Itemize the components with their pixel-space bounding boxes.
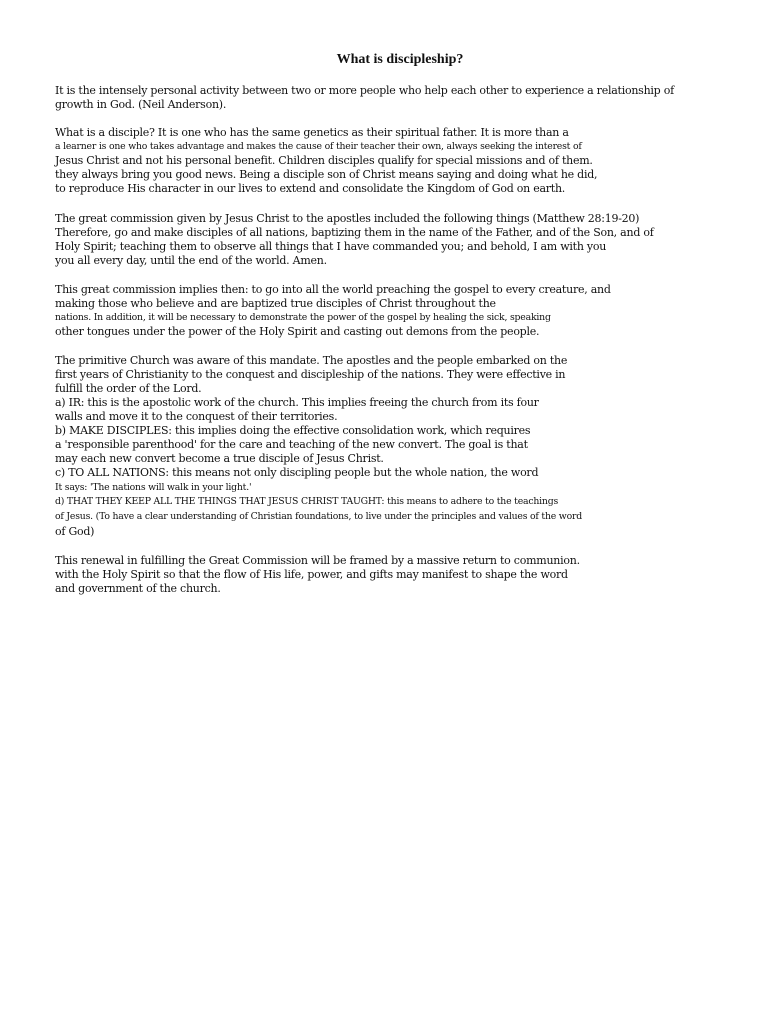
text-line: The great commission given by Jesus Christ to the apostles included the following things (Matthew 28:19-20) xyxy=(55,212,640,225)
text-line: b) MAKE DISCIPLES: this implies doing the effective consolidation work, which requires xyxy=(55,424,531,437)
text-line: The primitive Church was aware of this mandate. The apostles and the people embarked on the xyxy=(55,354,568,367)
text-line: of God) xyxy=(55,525,95,538)
text-line: This great commission implies then: to go into all the world preaching the gospel to every creature, and xyxy=(55,283,611,296)
text-line: growth in God. (Neil Anderson). xyxy=(55,98,227,111)
text-line: It is the intensely personal activity between two or more people who help each other to experience a relationship of xyxy=(55,84,674,97)
text-line: and government of the church. xyxy=(55,582,221,595)
text-line: c) TO ALL NATIONS: this means not only discipling people but the whole nation, the word xyxy=(55,466,539,479)
text-line: may each new convert become a true disciple of Jesus Christ. xyxy=(55,452,384,465)
text-line: Therefore, go and make disciples of all nations, baptizing them in the name of the Father, and of the Son, and of xyxy=(55,226,654,239)
text-line: What is a disciple? It is one who has the same genetics as their spiritual father. It is more than a xyxy=(55,126,569,139)
document-title: What is discipleship? xyxy=(336,52,464,67)
text-line: It says: 'The nations will walk in your light.' xyxy=(55,482,252,493)
text-line: a 'responsible parenthood' for the care and teaching of the new convert. The goal is that xyxy=(55,438,528,451)
text-line: a) IR: this is the apostolic work of the church. This implies freeing the church from its four xyxy=(55,396,539,409)
text-line: walls and move it to the conquest of their territories. xyxy=(55,410,338,423)
text-line: to reproduce His character in our lives to extend and consolidate the Kingdom of God on earth. xyxy=(55,182,566,195)
text-line: d) THAT THEY KEEP ALL THE THINGS THAT JESUS CHRIST TAUGHT: this means to adhere to the teachings xyxy=(55,496,559,507)
text-line: with the Holy Spirit so that the flow of His life, power, and gifts may manifest to shape the word xyxy=(55,568,568,581)
text-line: nations. In addition, it will be necessary to demonstrate the power of the gospel by healing the sick, speaking xyxy=(55,312,551,323)
text-line: Holy Spirit; teaching them to observe all things that I have commanded you; and behold, I am with you xyxy=(55,240,607,253)
text-line: of Jesus. (To have a clear understanding of Christian foundations, to live under the principles and values of the word xyxy=(55,511,582,522)
text-line: you all every day, until the end of the world. Amen. xyxy=(55,254,327,267)
text-line: Jesus Christ and not his personal benefit. Children disciples qualify for special missions and of them. xyxy=(55,154,593,167)
text-line: fulfill the order of the Lord. xyxy=(55,382,202,395)
text-line: they always bring you good news. Being a disciple son of Christ means saying and doing what he did, xyxy=(55,168,598,181)
text-line: first years of Christianity to the conquest and discipleship of the nations. They were effective in xyxy=(55,368,566,381)
text-line: other tongues under the power of the Holy Spirit and casting out demons from the people. xyxy=(55,325,540,338)
text-line: making those who believe and are baptized true disciples of Christ throughout the xyxy=(55,297,496,310)
text-line: This renewal in fulfilling the Great Commission will be framed by a massive return to communion. xyxy=(55,554,580,567)
text-line: a learner is one who takes advantage and makes the cause of their teacher their own, always seeking the interest of xyxy=(55,141,582,152)
